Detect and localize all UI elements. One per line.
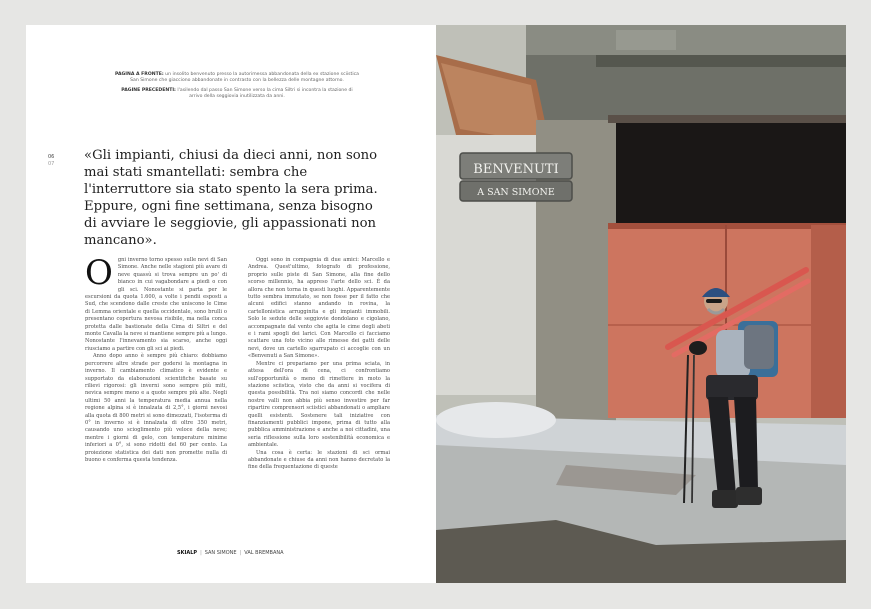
body-column-2 <box>248 257 390 472</box>
footer-location: VAL BREMBANA <box>244 550 284 556</box>
skier-photo <box>436 25 846 583</box>
body-paragraph: gni inverno torno spesso sulle nevi di San Simone. Anche nelle stagioni più avare di neve quassù si trova sempre un po' di bianco in cui vagabondare a piedi o con gli sci. Nonostante si parta per le escursioni da quota 1.600, a volte i pendii esposti a Sud, che scendono dalle creste che uniscono le Cime di Lemma orientale e quella occidentale, sono brulli o presentano copertura nevosa risibile, ma nella conca protetta dalle bastionate della Cima di Siltri e del monte Cavalla la neve si mantiene sempre più a lungo. Nonostante l'innevamento sia scarso, anche oggi riusciamo a partire con gli sci ai piedi. <box>85 257 227 352</box>
pull-quote: «Gli impianti, chiusi da dieci anni, non sono mai stati smantellati: sembra che l'interruttore sia stato spento la sera prima. Eppure, ogni fine settimana, senza bisogno di avviare le seggiovie, gli appassionati non mancano». <box>84 148 378 248</box>
sign-line-1: BENVENUTI <box>473 162 559 177</box>
footer-section: SAN SIMONE <box>204 550 237 556</box>
caption-front-text: un insolito benvenuto presso la autorimessa abbandonata della ex stazione sciistica San Simone che giacciono abbandonate in contrasto con la bellezza delle montagne attorno. <box>130 72 359 84</box>
body-paragraph: Mentre ci prepariamo per una prima sciata, in attesa dell'ora di cena, ci confrontiamo sull'opportunità o meno di rimettere in moto la stazione sciistica, visto che da anni si vociferа di questa possibilità. Tra noi siamo concordi che nelle nostre valli non abbia più senso investire per far ripartire comprensori sciistici abbandonati o ampliare quelli esistenti. Sostenere tali iniziative con finanziamenti pubblici impone, prima di tutto alla pubblica amministrazione e anche a noi cittadini, una seria riflessione sulla loro sostenibilità economica e ambientale. <box>248 360 390 449</box>
caption-previous-text: l'asilendo dal passo San Simone verso la cima Siltri si incontra la stazione di arrivo della seggiovia inutilizzata da anni. <box>177 87 353 100</box>
page-number-first: 06 <box>48 154 55 160</box>
body-column-1 <box>85 253 227 464</box>
page-footer <box>177 550 284 556</box>
caption-front-heading: PAGINA A FRONTE: <box>115 72 164 77</box>
body-paragraph: Anno dopo anno è sempre più chiaro: dobbiamo percorrere altre strade per godersi la montagna in inverno. Il cambiamento climatico è evidente e supportato da elaborazioni scientifiche basate su rilievi rigorosi: gli inverni sono sempre più miti, nevica sempre meno e a quote sempre più alte. Negli ultimi 50 anni la temperatura media annua nella regione alpina si è innalzata di 2,5°, i giorni nevosi alla quota di 800 metri si sono dimezzati, l'isoterma di 0° in inverno si è innalzata di oltre 350 metri, causando uno scioglimento più veloce della neve; mentre i giorni di gelo, con temperature minime inferiori a 0°, si sono ridotti del 60 per cento. La proiezione statistica dei dati non promette nulla di buono e conferma questa tendenza. <box>85 353 227 463</box>
caption-previous <box>114 88 360 101</box>
footer-separator: | <box>239 550 242 556</box>
sign-line-2: A SAN SIMONE <box>477 187 555 198</box>
magazine-spread <box>26 25 846 583</box>
photo-captions <box>114 72 360 104</box>
body-paragraph: Una cosa è certa: le stazioni di sci ormai abbandonate e chiuse da anni non hanno decretato la fine della frequentazione di queste <box>248 449 390 471</box>
caption-previous-heading: PAGINE PRECEDENTI: <box>121 87 176 93</box>
page-number-second: 07 <box>48 161 55 167</box>
photo-illustration <box>436 25 846 583</box>
drop-cap: O <box>85 253 113 293</box>
footer-separator: | <box>200 550 202 556</box>
body-paragraph: Oggi sono in compagnia di due amici: Marcello e Andrea. Quest'ultimo, fotografo di professione, proprio sulle piste di San Simone, alla fine dello scorso millennio, ha appreso l'arte dello sci. È da allora che non torna in questi luoghi. Apparentemente tutto sembra immutato, se non fosse per il fatto che alcuni edifici stanno andando in rovina, la cartellonistica arrugginita e gli impianti immobili. Solo le sedute delle seggiovie dondolano e cigolano, accompagnate dal vento che agita le cime degli abeti e i rami spogli dei larici. Con Marcello ci facciamo scattare una foto vicino alle rimesse dei gatti delle nevi, dove un cartello sgarrupato ci accoglie con un «Benvenuti a San Simone». <box>248 257 390 360</box>
caption-front <box>114 72 360 85</box>
footer-brand: SKIALP <box>177 550 198 556</box>
left-page <box>26 25 436 583</box>
page-numbers <box>48 154 54 168</box>
